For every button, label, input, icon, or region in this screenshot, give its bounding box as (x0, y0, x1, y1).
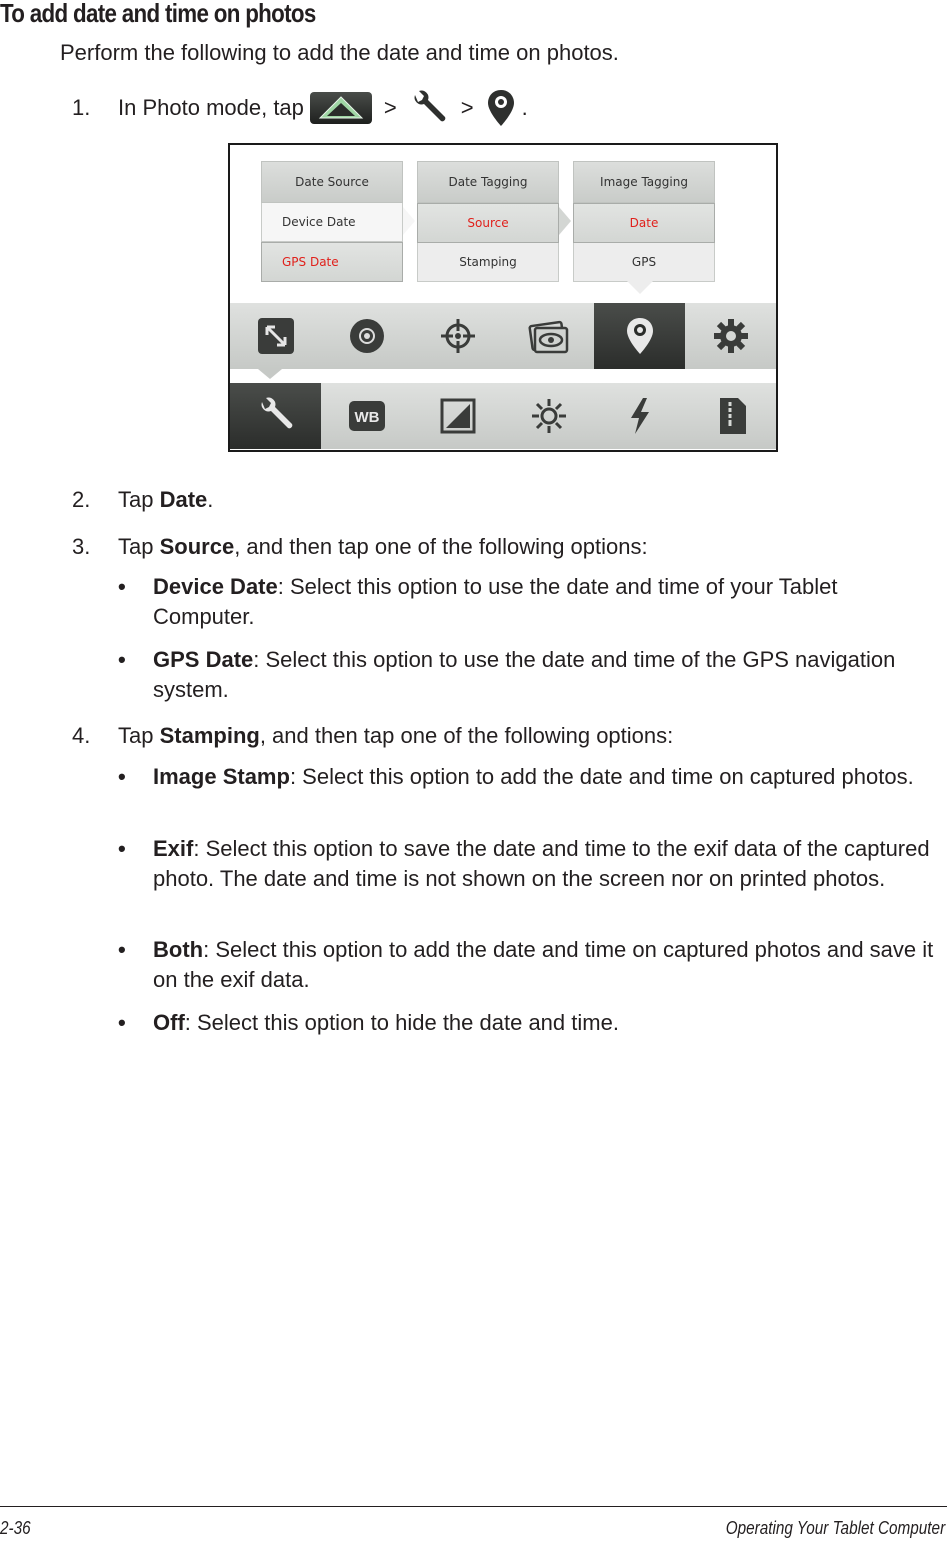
crosshair-icon[interactable] (412, 303, 503, 369)
option-name: Exif (153, 836, 194, 861)
menu-item[interactable]: GPS Date (261, 242, 403, 282)
submenu-arrow (559, 207, 571, 235)
option-description: : Select this option to hide the date and time. (184, 1010, 619, 1035)
option-description: : Select this option to add the date and time on captured photos and save it on the exif data. (153, 937, 934, 992)
step-text: . (207, 487, 214, 512)
memory-card-icon[interactable] (685, 383, 776, 449)
list-item (118, 645, 938, 705)
list-item (118, 834, 938, 894)
location-pin-icon[interactable] (594, 303, 685, 369)
flash-icon[interactable] (594, 383, 685, 449)
bullet: • (118, 764, 126, 789)
menu-item[interactable]: Stamping (417, 243, 559, 282)
disc-icon[interactable] (321, 303, 412, 369)
submenu-arrow (403, 207, 415, 235)
step-number: 1. (72, 95, 91, 120)
exposure-icon[interactable] (412, 383, 503, 449)
date-tagging-menu (417, 161, 559, 282)
option-name: Both (153, 937, 204, 962)
step-end: . (521, 95, 528, 120)
toolbar-pointer (258, 369, 282, 379)
list-item (118, 1008, 938, 1038)
wrench-icon (409, 89, 449, 127)
separator: > (460, 95, 474, 120)
step-text: In Photo mode, tap (118, 95, 304, 120)
date-source-menu (261, 161, 403, 282)
menu-item[interactable]: Device Date (261, 203, 403, 242)
eye-photo-icon[interactable] (503, 303, 594, 369)
step-text: Tap (118, 534, 160, 559)
step-number: 3. (72, 534, 91, 559)
menu-header: Date Source (261, 161, 403, 203)
separator: > (383, 95, 397, 120)
menu-item[interactable]: Source (417, 203, 559, 243)
bullet: • (118, 1010, 126, 1035)
step-number: 2. (72, 487, 91, 512)
step-text: , and then tap one of the following options: (259, 723, 674, 748)
settings-toolbar (230, 303, 776, 369)
step-3 (72, 534, 648, 560)
bullet: • (118, 836, 126, 861)
camera-settings-screenshot (228, 143, 778, 452)
intro-text: Perform the following to add the date and time on photos. (60, 40, 619, 65)
option-description: : Select this option to use the date and time of your Tablet Computer. (153, 574, 838, 629)
page-number: 2-36 (0, 1518, 31, 1538)
wb-label: WB (354, 409, 379, 426)
option-name: Off (153, 1010, 185, 1035)
section-heading: To add date and time on photos (0, 0, 316, 28)
step-text: , and then tap one of the following options: (234, 534, 648, 559)
triangle-up-icon (310, 90, 372, 126)
wb-icon[interactable] (321, 383, 412, 449)
step-number: 4. (72, 723, 91, 748)
option-name: Image Stamp (153, 764, 290, 789)
wrench-icon[interactable] (230, 383, 321, 449)
step-keyword: Source (159, 534, 235, 559)
step-text: Tap (118, 487, 160, 512)
menu-item[interactable]: GPS (573, 243, 715, 282)
step-2 (72, 487, 213, 513)
brightness-icon[interactable] (503, 383, 594, 449)
resize-icon[interactable] (230, 303, 321, 369)
step-keyword: Date (159, 487, 208, 512)
menu-header: Image Tagging (573, 161, 715, 203)
step-1 (72, 90, 528, 126)
menu-header: Date Tagging (417, 161, 559, 203)
step-keyword: Stamping (159, 723, 260, 748)
option-name: GPS Date (153, 647, 254, 672)
option-description: : Select this option to save the date and time to the exif data of the captured photo. The date and time is not shown on the screen nor on printed photos. (153, 836, 930, 891)
gear-icon[interactable] (685, 303, 776, 369)
footer-divider (0, 1506, 947, 1507)
list-item (118, 935, 938, 995)
option-description: : Select this option to use the date and time of the GPS navigation system. (153, 647, 896, 702)
list-item (118, 572, 938, 632)
option-name: Device Date (153, 574, 278, 599)
camera-toolbar (230, 383, 776, 449)
step-4 (72, 723, 673, 749)
step-text: Tap (118, 723, 160, 748)
list-item (118, 762, 938, 792)
option-description: : Select this option to add the date and time on captured photos. (289, 764, 914, 789)
location-pin-icon (486, 88, 516, 128)
bullet: • (118, 937, 126, 962)
chapter-title: Operating Your Tablet Computer (725, 1518, 945, 1538)
menu-item[interactable]: Date (573, 203, 715, 243)
menu-pointer (626, 280, 654, 294)
bullet: • (118, 647, 126, 672)
image-tagging-menu (573, 161, 715, 282)
bullet: • (118, 574, 126, 599)
